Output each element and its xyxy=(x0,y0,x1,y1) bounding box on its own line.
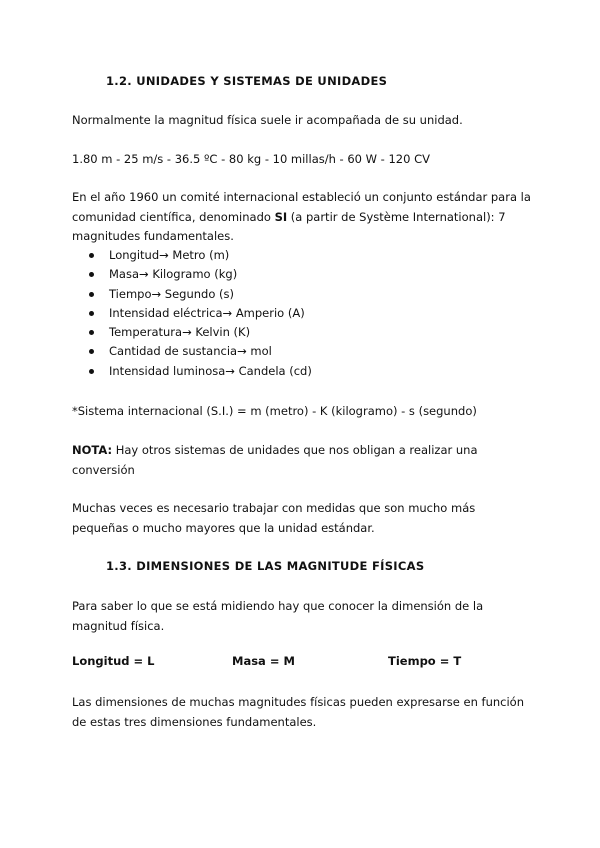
closing-paragraph: Las dimensiones de muchas magnitudes físicas pueden expresarse en función de estas tres dimensiones fundamentales. xyxy=(72,695,525,729)
bullet-icon xyxy=(89,311,94,316)
list-item: Tiempo→ Segundo (s) xyxy=(72,285,312,304)
dimension-tiempo: Tiempo = T xyxy=(388,654,462,668)
list-item: Longitud→ Metro (m) xyxy=(72,246,312,265)
list-item: Intensidad eléctrica→ Amperio (A) xyxy=(72,304,312,323)
si-footnote: *Sistema internacional (S.I.) = m (metro) - K (kilogramo) - s (segundo) xyxy=(72,404,477,418)
dimension-longitud: Longitud = L xyxy=(72,654,155,668)
dimension-masa: Masa = M xyxy=(232,654,295,668)
nota-paragraph xyxy=(72,441,532,480)
list-item: Masa→ Kilogramo (kg) xyxy=(72,265,312,284)
section-heading-1-2: 1.2. UNIDADES Y SISTEMAS DE UNIDADES xyxy=(106,74,388,88)
nota-text: Hay otros sistemas de unidades que nos obligan a realizar una conversión xyxy=(72,443,478,477)
bullet-icon xyxy=(89,272,94,277)
muchas-veces-paragraph: Muchas veces es necesario trabajar con medidas que son mucho más pequeñas o mucho mayores que la unidad estándar. xyxy=(72,501,476,535)
list-item: Cantidad de sustancia→ mol xyxy=(72,342,312,361)
si-text-after: (a partir de Système International): 7 magnitudes fundamentales. xyxy=(72,209,506,243)
si-abbreviation: SI xyxy=(274,209,288,224)
section-heading-1-3: 1.3. DIMENSIONES DE LAS MAGNITUDE FÍSICAS xyxy=(106,559,425,573)
bullet-icon xyxy=(89,349,94,354)
list-item: Temperatura→ Kelvin (K) xyxy=(72,323,312,342)
nota-label: NOTA: xyxy=(72,443,113,457)
unit-examples: 1.80 m - 25 m/s - 36.5 ºC - 80 kg - 10 millas/h - 60 W - 120 CV xyxy=(72,152,430,166)
bullet-icon xyxy=(89,330,94,335)
list-item: Intensidad luminosa→ Candela (cd) xyxy=(72,362,312,381)
bullet-icon xyxy=(89,292,94,297)
magnitudes-list xyxy=(72,246,312,381)
si-text-before: En el año 1960 un comité internacional estableció un conjunto estándar para la comunidad científica, denominado xyxy=(72,190,531,224)
si-paragraph xyxy=(72,188,532,247)
intro-paragraph: Normalmente la magnitud física suele ir acompañada de su unidad. xyxy=(72,113,463,127)
bullet-icon xyxy=(89,253,94,258)
dimension-intro: Para saber lo que se está midiendo hay que conocer la dimensión de la magnitud física. xyxy=(72,599,484,633)
bullet-icon xyxy=(89,369,94,374)
